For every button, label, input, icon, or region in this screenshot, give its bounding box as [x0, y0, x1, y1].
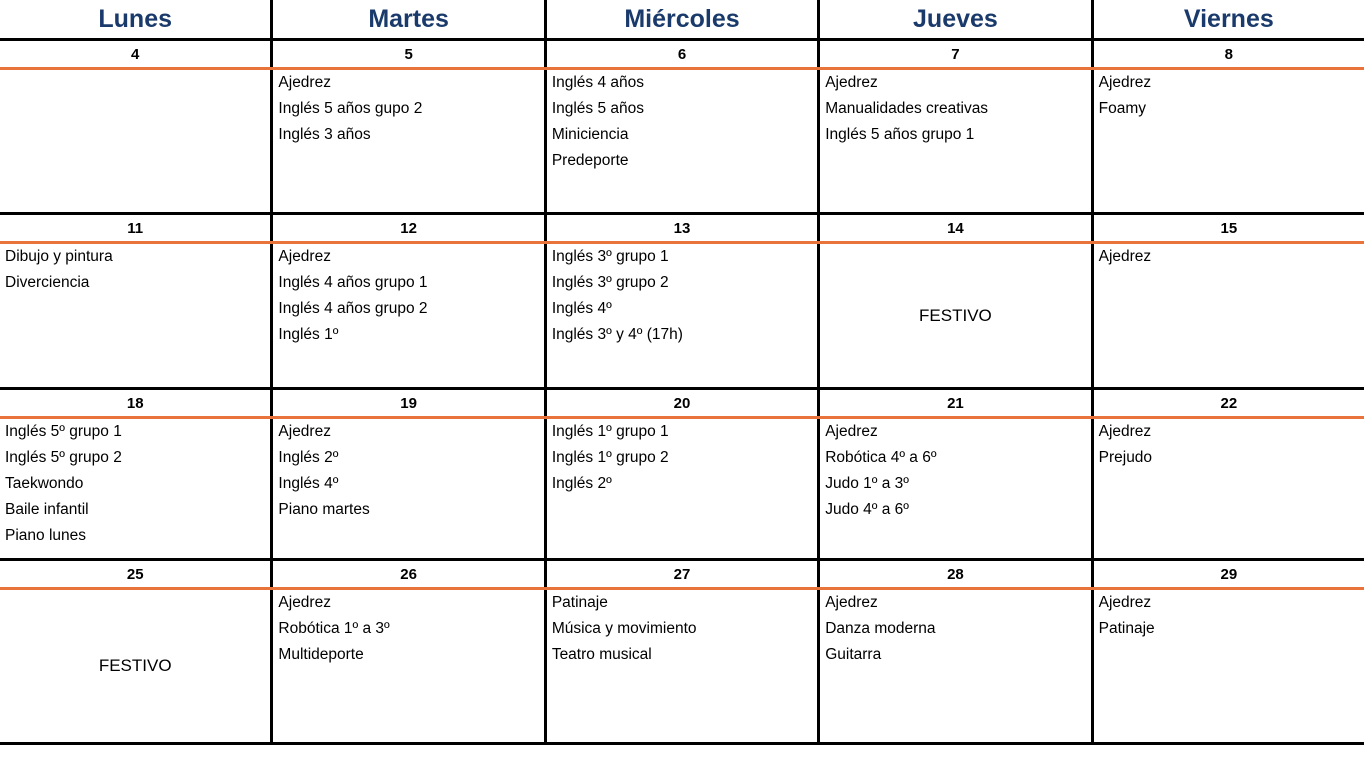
date-number: 11: [127, 219, 144, 237]
day-cell: [1094, 244, 1364, 387]
date-number: 20: [673, 394, 691, 412]
activity-item: Inglés 1º grupo 1: [551, 423, 669, 440]
activity-item: Ajedrez: [1098, 74, 1152, 91]
date-number: 29: [1220, 565, 1238, 583]
activity-item: Patinaje: [1098, 620, 1155, 637]
activity-item: Robótica 4º a 6º: [825, 449, 937, 466]
date-number: 8: [1224, 45, 1233, 63]
day-cell: [273, 70, 546, 212]
activity-item: Predeporte: [551, 152, 629, 169]
activity-item: Inglés 5 años grupo 1: [825, 126, 975, 143]
day-cell: [0, 70, 273, 212]
date-cell: [0, 41, 273, 67]
date-number: 26: [400, 565, 417, 583]
activity-item: Inglés 5º grupo 2: [5, 449, 122, 466]
day-cell: [1094, 70, 1364, 212]
activities-row: [0, 244, 1364, 390]
activity-item: Ajedrez: [825, 423, 878, 440]
weekday-label: Viernes: [1183, 4, 1274, 33]
activity-item: Inglés 1º grupo 2: [551, 449, 669, 466]
calendar-week: [0, 215, 1364, 390]
date-cell: [0, 561, 273, 587]
day-cell: [547, 70, 820, 212]
activity-item: Piano lunes: [5, 527, 87, 544]
activity-item: Ajedrez: [278, 594, 331, 611]
activity-item: Inglés 5 años gupo 2: [278, 100, 423, 117]
date-cell: [547, 41, 820, 67]
date-number: 13: [673, 219, 691, 237]
activity-item: Inglés 4 años grupo 1: [278, 274, 428, 291]
day-cell: [0, 244, 273, 387]
activity-item: Piano martes: [278, 501, 370, 518]
date-number: 28: [947, 565, 964, 583]
day-cell-festivo: [820, 244, 1093, 387]
date-cell: [547, 215, 820, 241]
activity-item: Ajedrez: [278, 423, 331, 440]
date-row: [0, 215, 1364, 244]
day-cell: [820, 70, 1093, 212]
date-number: 19: [400, 394, 417, 412]
activity-item: Inglés 4º: [278, 475, 339, 492]
calendar-week: [0, 561, 1364, 745]
date-number: 5: [404, 45, 413, 63]
activity-item: Robótica 1º a 3º: [278, 620, 390, 637]
activity-item: Inglés 5º grupo 1: [5, 423, 122, 440]
activity-item: Ajedrez: [1098, 423, 1152, 440]
weekday-header-jueves: [820, 0, 1093, 38]
activity-item: Manualidades creativas: [825, 100, 989, 117]
day-cell: [273, 419, 546, 558]
date-cell: [1094, 215, 1364, 241]
weekday-label: Miércoles: [624, 4, 740, 33]
activity-item: Taekwondo: [5, 475, 84, 492]
weekday-header-row: [0, 0, 1364, 41]
date-cell: [1094, 41, 1364, 67]
date-number: 21: [947, 394, 964, 412]
activity-item: Inglés 1º: [278, 326, 339, 343]
day-cell-festivo: [0, 590, 273, 742]
day-cell: [1094, 419, 1364, 558]
date-number: 14: [947, 219, 964, 237]
date-cell: [820, 215, 1093, 241]
day-cell: [547, 244, 820, 387]
day-cell: [820, 590, 1093, 742]
date-cell: [547, 561, 820, 587]
date-row: [0, 390, 1364, 419]
date-cell: [1094, 390, 1364, 416]
day-cell: [820, 419, 1093, 558]
activity-item: Inglés 3º grupo 1: [551, 248, 669, 265]
date-cell: [1094, 561, 1364, 587]
activity-item: Diverciencia: [5, 274, 90, 291]
activity-item: Multideporte: [278, 646, 364, 663]
date-number: 12: [400, 219, 417, 237]
date-cell: [273, 561, 546, 587]
activity-item: Ajedrez: [1098, 248, 1152, 265]
day-cell: [0, 419, 273, 558]
activity-item: Ajedrez: [825, 74, 878, 91]
weekday-label: Martes: [368, 4, 449, 33]
activity-item: Judo 4º a 6º: [825, 501, 909, 518]
activity-item: Judo 1º a 3º: [825, 475, 909, 492]
date-cell: [273, 215, 546, 241]
activity-item: Inglés 2º: [551, 475, 612, 492]
activity-item: Baile infantil: [5, 501, 89, 518]
activity-item: Inglés 5 años: [551, 100, 645, 117]
calendar-week: [0, 390, 1364, 561]
activity-item: Inglés 3º y 4º (17h): [551, 326, 683, 343]
activity-item: Guitarra: [825, 646, 882, 663]
activity-item: Inglés 3º grupo 2: [551, 274, 669, 291]
date-number: 25: [126, 565, 144, 583]
activity-item: Inglés 4 años: [551, 74, 645, 91]
date-cell: [820, 41, 1093, 67]
weekday-label: Jueves: [913, 4, 998, 33]
date-cell: [820, 390, 1093, 416]
calendar-week: [0, 41, 1364, 215]
date-number: 15: [1220, 219, 1238, 237]
activity-item: Dibujo y pintura: [5, 248, 113, 265]
activity-item: Ajedrez: [278, 74, 331, 91]
date-cell: [547, 390, 820, 416]
date-number: 22: [1220, 394, 1238, 412]
activity-item: Prejudo: [1098, 449, 1153, 466]
date-number: 7: [951, 45, 960, 63]
activity-item: Música y movimiento: [551, 620, 697, 637]
festivo-label: FESTIVO: [98, 656, 172, 675]
activity-item: Patinaje: [551, 594, 608, 611]
activities-row: [0, 419, 1364, 561]
activity-item: Foamy: [1098, 100, 1146, 117]
day-cell: [1094, 590, 1364, 742]
weekday-label: Lunes: [98, 4, 173, 33]
activity-item: Teatro musical: [551, 646, 652, 663]
activity-item: Inglés 4 años grupo 2: [278, 300, 428, 317]
date-number: 27: [673, 565, 691, 583]
weekday-header-martes: [273, 0, 546, 38]
date-cell: [0, 390, 273, 416]
date-cell: [273, 41, 546, 67]
activities-row: [0, 70, 1364, 215]
weekday-header-miercoles: [547, 0, 820, 38]
activities-row: [0, 590, 1364, 745]
weekday-header-viernes: [1094, 0, 1364, 38]
date-number: 18: [126, 394, 144, 412]
activity-item: Ajedrez: [825, 594, 878, 611]
date-row: [0, 561, 1364, 590]
activity-item: Miniciencia: [551, 126, 629, 143]
activity-item: Inglés 3 años: [278, 126, 371, 143]
activity-item: Inglés 2º: [278, 449, 339, 466]
date-number: 4: [131, 45, 140, 63]
date-cell: [273, 390, 546, 416]
activity-item: Inglés 4º: [551, 300, 612, 317]
date-row: [0, 41, 1364, 70]
activity-item: Danza moderna: [825, 620, 936, 637]
day-cell: [547, 419, 820, 558]
activity-item: Ajedrez: [1098, 594, 1152, 611]
festivo-label: FESTIVO: [919, 305, 992, 325]
date-cell: [820, 561, 1093, 587]
activity-item: Ajedrez: [278, 248, 331, 265]
date-cell: [0, 215, 273, 241]
day-cell: [273, 244, 546, 387]
date-number: 6: [677, 45, 687, 63]
day-cell: [273, 590, 546, 742]
day-cell: [547, 590, 820, 742]
weekday-header-lunes: [0, 0, 273, 38]
